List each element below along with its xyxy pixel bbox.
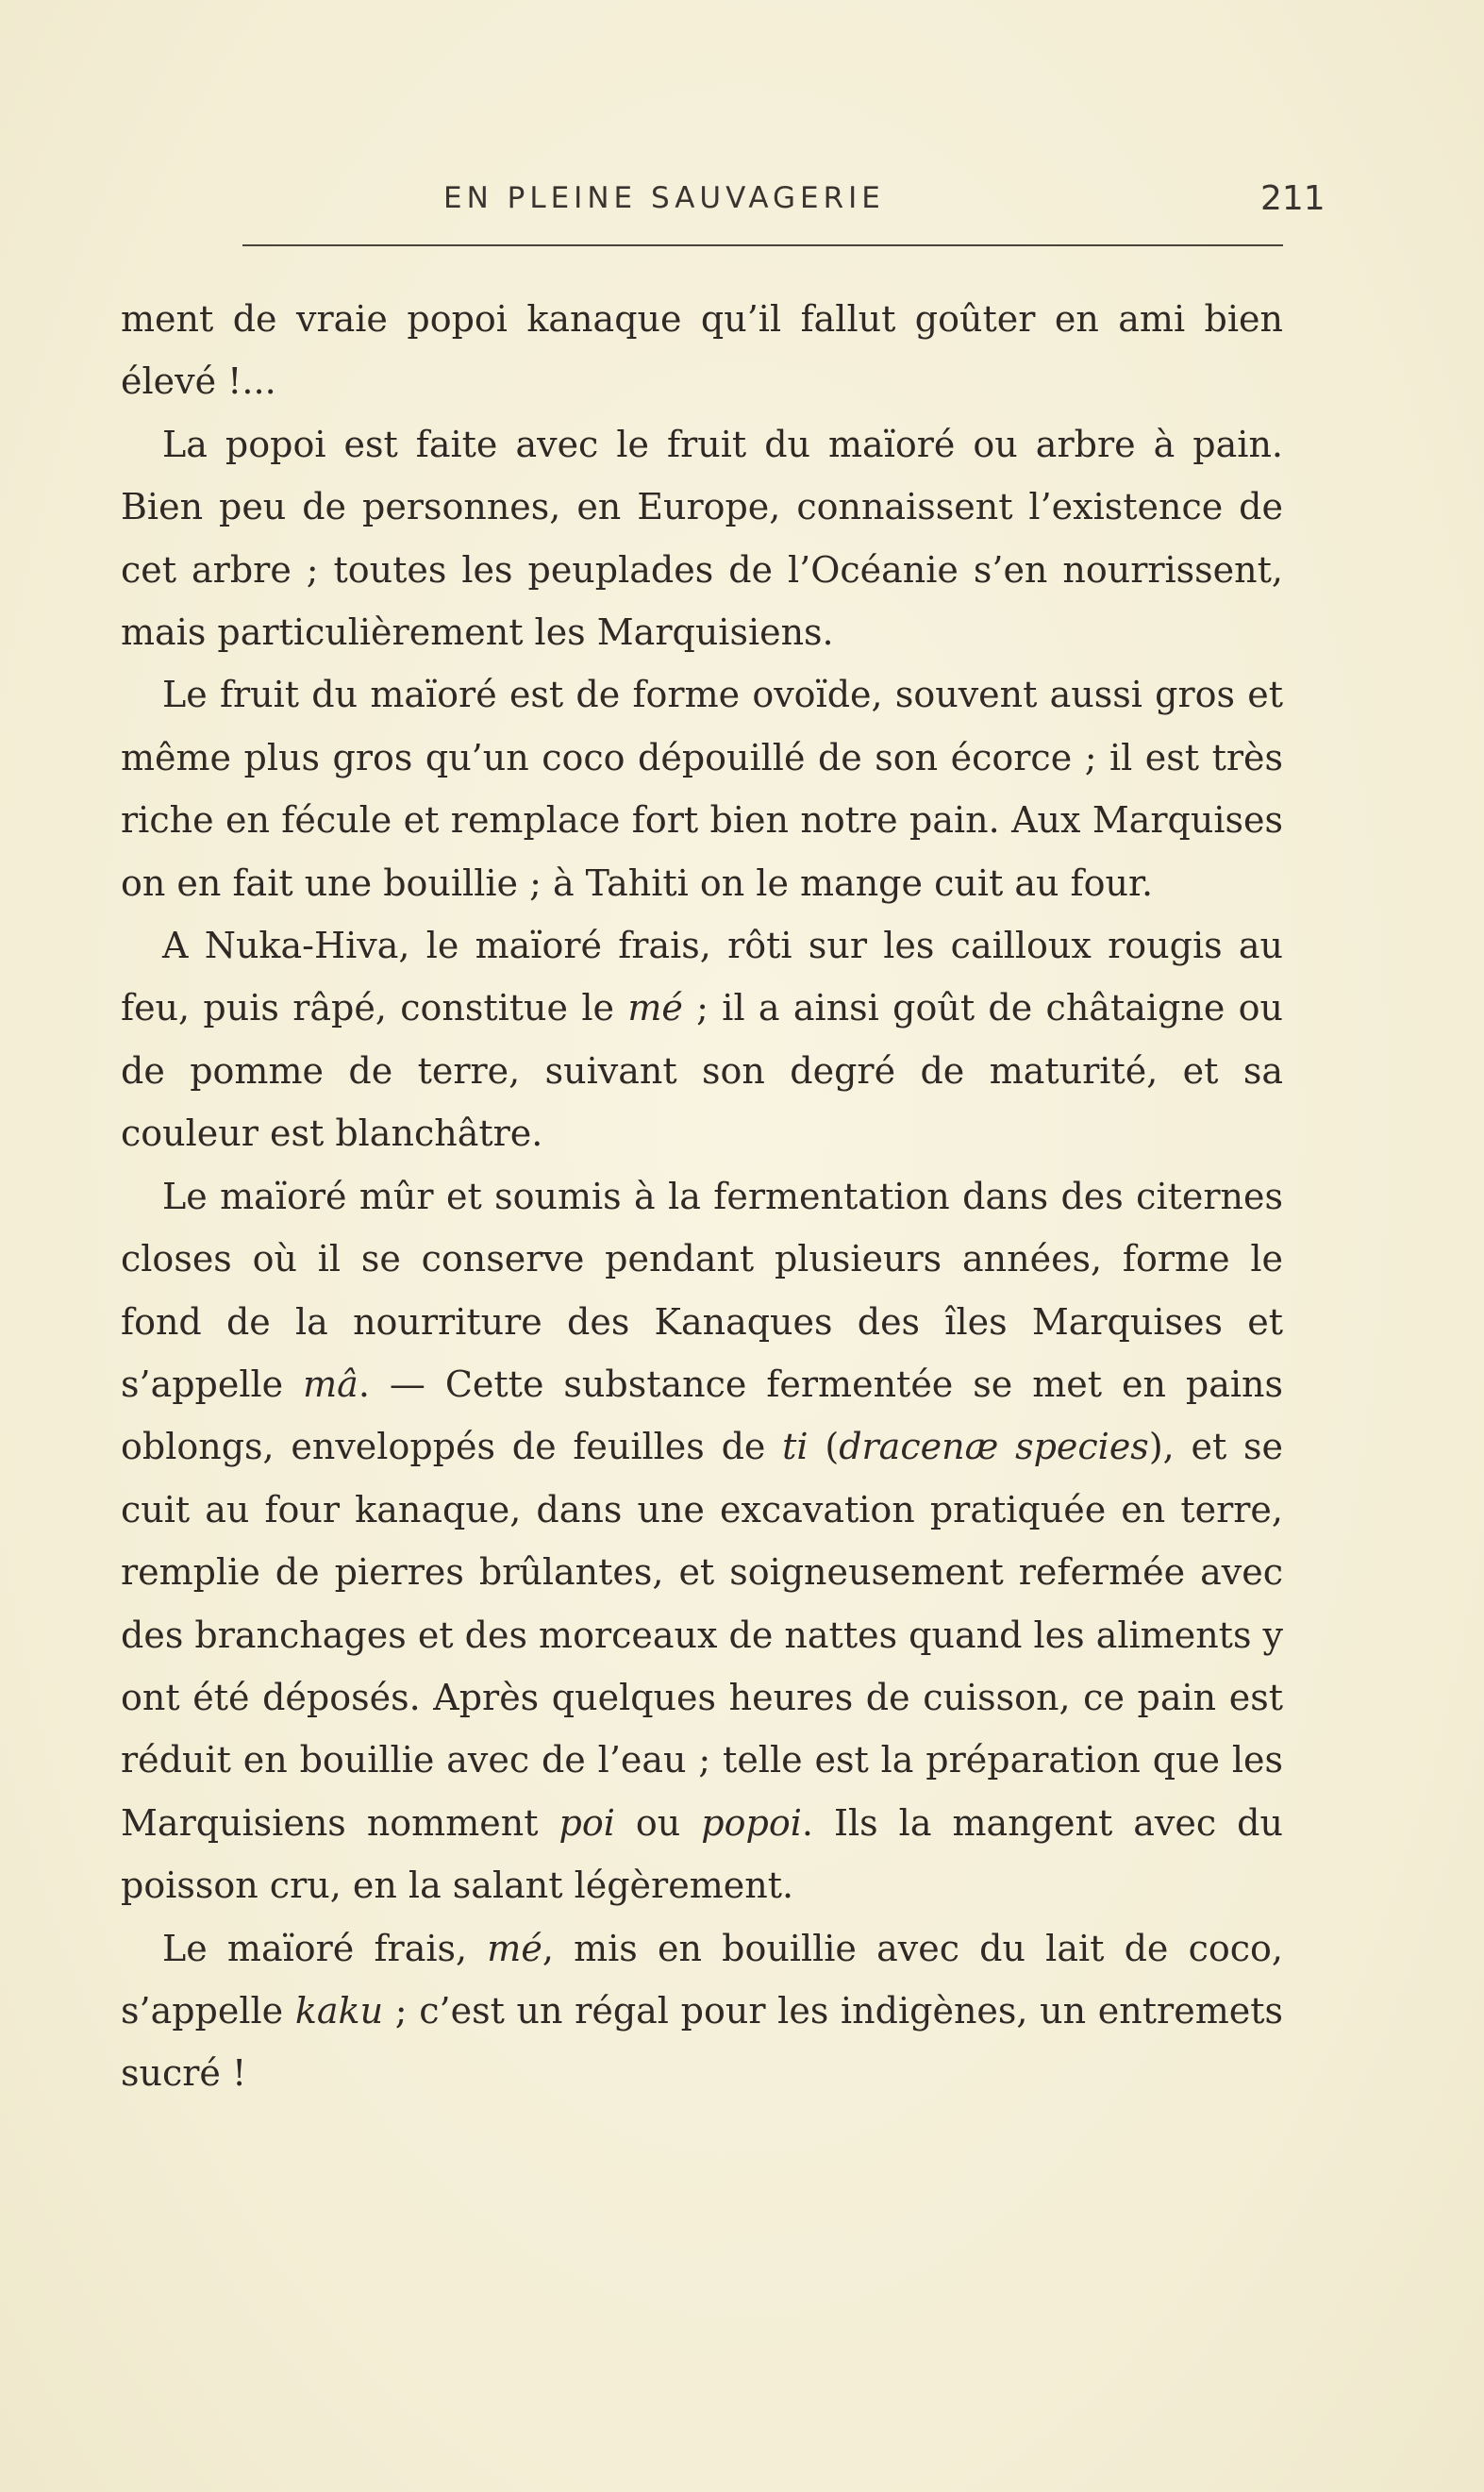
running-head: EN PLEINE SAUVAGERIE <box>443 181 885 215</box>
italic-term: dracenæ species <box>839 1426 1149 1468</box>
paragraph <box>121 663 1283 914</box>
text-run: Le fruit du maïoré est de forme ovoïde, souvent aussi gros et même plus gros qu’un coco dépouillé de son écorce ; il est très riche en fécule et remplace fort bien notre pain. Aux Marquises on en fait une bouillie ; à Tahiti on le mange cuit au four. <box>121 674 1283 904</box>
text-run: Le maïoré mûr et soumis à la fermentation dans des citernes closes où il se conserve pendant plusieurs années, forme le fond de la nourriture des Kanaques des îles Marquises et s’appelle <box>121 1175 1283 1405</box>
text-run: ( <box>808 1426 840 1468</box>
text-run: ou <box>614 1801 702 1844</box>
text-run: A Nuka-Hiva, le maïoré frais, rôti sur les cailloux rougis au feu, puis râpé, constitue le <box>121 925 1283 1029</box>
italic-term: mé <box>487 1927 542 1969</box>
paragraph <box>121 288 1283 413</box>
text-run: Le maïoré frais, <box>162 1927 488 1969</box>
page-number: 211 <box>1260 179 1326 218</box>
paragraph <box>121 1917 1283 2105</box>
paragraph <box>121 1165 1283 1917</box>
text-run: ), et se cuit au four kanaque, dans une excavation pratiquée en terre, remplie de pierres brûlantes, et soigneusement refermée avec des branchages et des morceaux de nattes quand les aliments y ont été déposés. Après quelques heures de cuisson, ce pain est réduit en bouillie avec de l’eau ; telle est la préparation que les Marquisiens nomment <box>121 1426 1284 1844</box>
text-run: ment de vraie popoi kanaque qu’il fallut goûter en ami bien élevé !... <box>121 298 1283 403</box>
italic-term: mé <box>627 987 683 1029</box>
italic-term: mâ <box>303 1363 358 1405</box>
text-run: . — Cette substance fermentée se met en pains oblongs, enveloppés de feuilles de <box>121 1363 1284 1468</box>
italic-term: ti <box>782 1426 809 1468</box>
text-run: , mis en bouillie avec du lait de coco, s’appelle <box>121 1927 1284 2032</box>
text-run: ; c’est un régal pour les indigènes, un entremets sucré ! <box>121 1989 1283 2095</box>
italic-term: kaku <box>294 1989 384 2032</box>
paragraph <box>121 413 1283 664</box>
italic-term: poi <box>559 1801 615 1844</box>
header-rule <box>242 244 1283 246</box>
italic-term: popoi <box>701 1801 802 1844</box>
text-run: ; il a ainsi goût de châtaigne ou de pomme de terre, suivant son degré de maturité, et sa couleur est blanchâtre. <box>121 987 1283 1155</box>
text-run: La popoi est faite avec le fruit du maïoré ou arbre à pain. Bien peu de personnes, en Europe, connaissent l’existence de cet arbre ; toutes les peuplades de l’Océanie s’en nourrissent, mais particulièrement les Marquisiens. <box>121 423 1283 654</box>
body-text <box>121 288 1283 2105</box>
paragraph <box>121 914 1283 1165</box>
text-run: . Ils la mangent avec du poisson cru, en la salant légèrement. <box>121 1801 1283 1907</box>
